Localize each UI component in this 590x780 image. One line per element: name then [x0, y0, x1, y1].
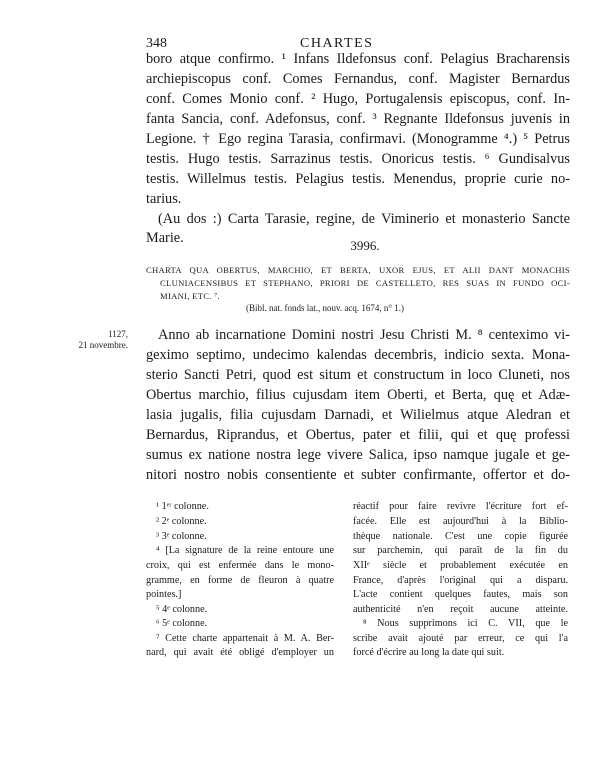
- charter-heading-line: MIANI, ETC. ⁷.: [160, 291, 220, 301]
- footnote: réactif pour faire revivre l'écriture fort ef-: [353, 501, 568, 512]
- charter-line: sumus ex natione nostra lege vivere Salica, ipso namque jugale et ge-: [146, 447, 570, 463]
- footnote: XIIᵉ siècle et probablement exécutée en: [353, 560, 568, 571]
- charter-heading-line: CHARTA QUA OBERTUS, MARCHIO, ET BERTA, UXOR EJUS, ET ALII DANT MONACHIS: [146, 265, 570, 275]
- body-line: tarius.: [146, 191, 182, 207]
- footnote: forcé d'écrire au long la date qui suit.: [353, 647, 505, 658]
- footnote: facée. Elle est aujourd'hui à la Biblio-: [353, 516, 568, 527]
- page-number: 348: [146, 36, 167, 51]
- footnote: ⁴ [La signature de la reine entoure une: [156, 545, 334, 556]
- charter-line: nitori nostro nobis consentiente et subter confirmante, offertor et do-: [146, 467, 570, 483]
- charter-line: lasia jugalis, filia cujusdam Darnadi, et Wilielmus atque Aledran et: [146, 407, 570, 423]
- footnote: ³ 3ᵉ colonne.: [156, 531, 207, 542]
- charter-line: Bernardus, Riprandus, et Obertus, pater et filii, qui et quę professi: [146, 427, 570, 443]
- body-line: archiepiscopus conf. Comes Fernandus, conf. Magister Bernardus: [146, 71, 570, 87]
- body-line: testis. Willelmus testis. Pelagius testis. Menendus, proprie curie no-: [146, 171, 570, 187]
- footnote: thèque nationale. C'est une copie figurée: [353, 531, 568, 542]
- margin-date-day: 21 novembre.: [78, 340, 128, 350]
- footnote: croix, qui est enfermée dans le mono-: [146, 560, 334, 571]
- footnote: sur parchemin, qui paraît de la fin du: [353, 545, 568, 556]
- footnote: ⁵ 4ᵉ colonne.: [156, 604, 208, 615]
- charter-number: 3996.: [350, 238, 380, 253]
- bibliographic-source: (Bibl. nat. fonds lat., nouv. acq. 1674, n° 1.): [246, 303, 404, 313]
- body-line: Legione. † Ego regina Tarasia, confirmavi. (Monogramme ⁴.) ⁵ Petrus: [146, 131, 570, 147]
- footnote: nard, qui avait été obligé d'employer un: [146, 647, 334, 658]
- footnote: ¹ 1ᵉʳ colonne.: [156, 501, 209, 512]
- footnote: France, d'après l'original qui a disparu.: [353, 575, 568, 586]
- footnote: ⁸ Nous supprimons ici C. VII, que le: [363, 618, 568, 629]
- footnote: ⁷ Cette charte appartenait à M. A. Ber-: [156, 633, 334, 644]
- body-line: conf. Comes Monio conf. ² Hugo, Portugalensis episcopus, conf. In-: [146, 91, 570, 107]
- margin-date: [58, 329, 128, 351]
- body-line: testis. Hugo testis. Sarrazinus testis. Onoricus testis. ⁶ Gundisalvus: [146, 151, 570, 167]
- footnote: L'acte contient quelques fautes, mais son: [353, 589, 568, 600]
- body-line: boro atque confirmo. ¹ Infans Ildefonsus conf. Pelagius Bracharensis: [146, 51, 570, 67]
- running-title: CHARTES: [300, 36, 374, 51]
- body-line: fanta Sancia, conf. Adefonsus, conf. ³ Regnante Ildefonsus juvenis in: [146, 111, 570, 127]
- charter-line: sterio Sancti Petri, quod est situm et constructum in loco Cluneti, nos: [146, 367, 570, 383]
- footnote: authenticité n'en reçoit aucune atteinte.: [353, 604, 568, 615]
- footnote: gramme, en forme de fleuron à quatre: [146, 575, 334, 586]
- footnote: pointes.]: [146, 589, 182, 600]
- footnote: scribe avait ajouté par erreur, ce qui l'a: [353, 633, 568, 644]
- charter-line: Anno ab incarnatione Domini nostri Jesu Christi M. ⁸ centeximo vi-: [158, 327, 570, 343]
- charter-line: Obertus marchio, filius cujusdam item Oberti, et Berta, quę et Adæ-: [146, 387, 570, 403]
- endorsement-line: Marie.: [146, 230, 184, 246]
- charter-heading-line: CLUNIACENSIBUS ET STEPHANO, PRIORI DE CASTELLETO, RES SUAS IN FUNDO OCI-: [160, 278, 570, 288]
- endorsement-line: (Au dos :) Carta Tarasie, regine, de Viminerio et monasterio Sancte: [158, 211, 570, 227]
- footnote: ⁶ 5ᵉ colonne.: [156, 618, 208, 629]
- footnote: ² 2ᵉ colonne.: [156, 516, 207, 527]
- charter-line: geximo septimo, undecimo kalendas decembris, indicio sexta. Mona-: [146, 347, 570, 363]
- margin-date-year: 1127,: [108, 329, 128, 339]
